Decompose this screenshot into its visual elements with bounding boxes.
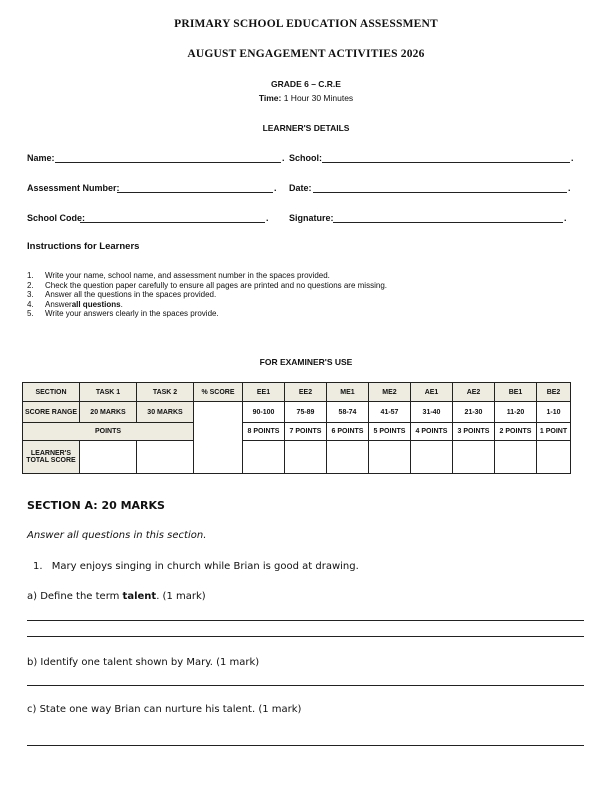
- header-cell: SECTION: [23, 383, 80, 402]
- signature-field[interactable]: [333, 222, 563, 223]
- header-cell: EE1: [243, 383, 285, 402]
- header-cell: AE2: [453, 383, 495, 402]
- range-cell: 31-40: [411, 402, 453, 423]
- total-score-label: LEARNER'S TOTAL SCORE: [23, 441, 80, 474]
- points-cell: 7 POINTS: [285, 423, 327, 441]
- instruction-item: 5. Write your answers clearly in the spaces provide.: [27, 309, 219, 319]
- points-row: [23, 423, 571, 441]
- points-label: POINTS: [23, 423, 194, 441]
- range-cell: 75-89: [285, 402, 327, 423]
- points-cell: 3 POINTS: [453, 423, 495, 441]
- task1-score-cell[interactable]: [80, 441, 137, 474]
- document-subtitle: AUGUST ENGAGEMENT ACTIVITIES 2026: [187, 48, 425, 60]
- school-end-dot: .: [571, 153, 574, 163]
- date-field[interactable]: [313, 192, 567, 193]
- ee2-score-cell[interactable]: [285, 441, 327, 474]
- points-cell: 6 POINTS: [327, 423, 369, 441]
- instruction-item: 3. Answer all the questions in the spaces provided.: [27, 290, 217, 300]
- range-cell: 41-57: [369, 402, 411, 423]
- school-field[interactable]: [322, 162, 570, 163]
- school-code-field[interactable]: [80, 222, 265, 223]
- grade-label: GRADE 6 – C.R.E: [271, 79, 341, 89]
- instruction-item: 2. Check the question paper carefully to ensure all pages are printed and no questions are missing.: [27, 280, 387, 290]
- points-cell: 1 POINT: [537, 423, 571, 441]
- section-a-heading: SECTION A: 20 MARKS: [27, 499, 165, 512]
- range-cell: 58-74: [327, 402, 369, 423]
- total-score-row: [23, 441, 571, 474]
- score-range-label: SCORE RANGE: [23, 402, 80, 423]
- name-label: Name:: [27, 153, 55, 163]
- points-cell: 4 POINTS: [411, 423, 453, 441]
- me2-score-cell[interactable]: [369, 441, 411, 474]
- signature-label: Signature:: [289, 213, 334, 223]
- header-cell: TASK 2: [137, 383, 194, 402]
- percent-score-cell[interactable]: [194, 402, 243, 474]
- range-cell: 21-30: [453, 402, 495, 423]
- answer-line[interactable]: [27, 636, 584, 637]
- instructions-title: Instructions for Learners: [27, 241, 140, 252]
- range-cell: 1-10: [537, 402, 571, 423]
- assessment-number-end-dot: .: [274, 183, 277, 193]
- task2-score-cell[interactable]: [137, 441, 194, 474]
- question-1b: b) Identify one talent shown by Mary. (1 mark): [27, 657, 260, 668]
- question-1-number: 1.: [33, 561, 43, 572]
- question-1a: a) Define the term talent. (1 mark): [27, 591, 206, 602]
- be2-score-cell[interactable]: [537, 441, 571, 474]
- header-cell: EE2: [285, 383, 327, 402]
- be1-score-cell[interactable]: [495, 441, 537, 474]
- table-header-row: [23, 383, 571, 402]
- score-range-row: [23, 402, 571, 423]
- question-1: [33, 561, 359, 572]
- ae2-score-cell[interactable]: [453, 441, 495, 474]
- header-cell: ME1: [327, 383, 369, 402]
- name-end-dot: .: [282, 153, 285, 163]
- me1-score-cell[interactable]: [327, 441, 369, 474]
- range-cell: 90-100: [243, 402, 285, 423]
- task2-marks: 30 MARKS: [137, 402, 194, 423]
- instruction-item: 4. Answer all questions .: [27, 299, 123, 309]
- answer-line[interactable]: [27, 745, 584, 746]
- question-1-text: Mary enjoys singing in church while Brian is good at drawing.: [51, 561, 359, 572]
- points-cell: 8 POINTS: [243, 423, 285, 441]
- instructions-list: [27, 271, 387, 319]
- ee1-score-cell[interactable]: [243, 441, 285, 474]
- header-cell: BE2: [537, 383, 571, 402]
- header-cell: % SCORE: [194, 383, 243, 402]
- date-end-dot: .: [568, 183, 571, 193]
- time-label: Time:: [258, 93, 282, 103]
- points-cell: 5 POINTS: [369, 423, 411, 441]
- range-cell: 11-20: [495, 402, 537, 423]
- document-title: PRIMARY SCHOOL EDUCATION ASSESSMENT: [174, 18, 438, 30]
- task1-marks: 20 MARKS: [80, 402, 137, 423]
- assessment-number-field[interactable]: [117, 192, 273, 193]
- signature-end-dot: .: [564, 213, 567, 223]
- examiner-score-table: [22, 382, 571, 474]
- examiners-use-heading: FOR EXAMINER'S USE: [259, 357, 353, 367]
- header-cell: TASK 1: [80, 383, 137, 402]
- learner-details-heading: LEARNER'S DETAILS: [262, 123, 350, 133]
- header-cell: BE1: [495, 383, 537, 402]
- assessment-number-label: Assessment Number:: [27, 183, 120, 193]
- points-cell: 2 POINTS: [495, 423, 537, 441]
- time-line: [0, 93, 612, 103]
- header-cell: AE1: [411, 383, 453, 402]
- ae1-score-cell[interactable]: [411, 441, 453, 474]
- date-label: Date:: [289, 183, 312, 193]
- school-code-end-dot: .: [266, 213, 269, 223]
- school-label: School:: [289, 153, 322, 163]
- time-value: 1 Hour 30 Minutes: [283, 93, 354, 103]
- instruction-item: 1. Write your name, school name, and assessment number in the spaces provided.: [27, 271, 330, 280]
- name-field[interactable]: [55, 162, 281, 163]
- school-code-label: School Code:: [27, 213, 85, 223]
- answer-line[interactable]: [27, 620, 584, 621]
- header-cell: ME2: [369, 383, 411, 402]
- answer-line[interactable]: [27, 685, 584, 686]
- section-a-instruction: Answer all questions in this section.: [27, 530, 207, 541]
- question-1c: c) State one way Brian can nurture his talent. (1 mark): [27, 704, 302, 715]
